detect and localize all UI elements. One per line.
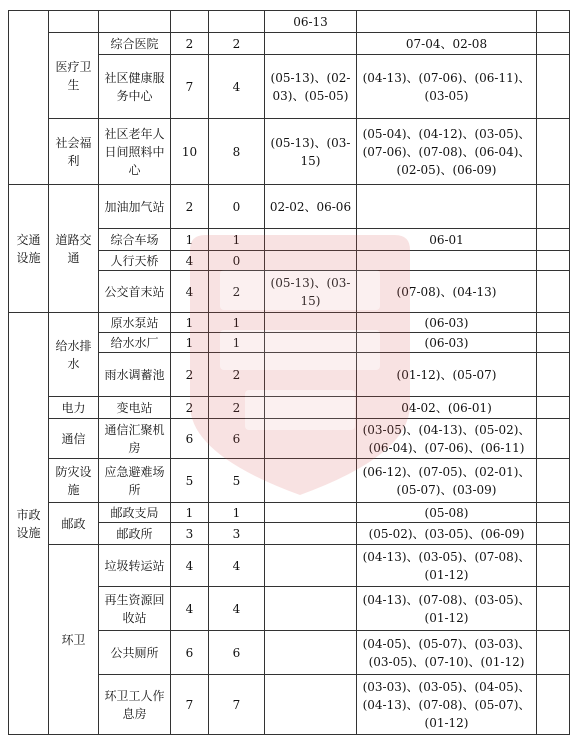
cell-plots-a xyxy=(265,251,357,271)
cell-plots-a xyxy=(265,313,357,333)
cell-plots-a: 06-13 xyxy=(265,11,357,33)
cell-plots-a xyxy=(265,397,357,419)
cell-plots-b xyxy=(357,11,537,33)
cell-count-b: 7 xyxy=(209,675,265,735)
cell-category xyxy=(9,11,49,185)
cell-facility: 应急避难场所 xyxy=(99,459,171,503)
cell-count-a xyxy=(171,11,209,33)
cell-plots-a xyxy=(265,545,357,587)
cell-plots-a xyxy=(265,419,357,459)
table-row xyxy=(9,119,570,185)
cell-plots-a xyxy=(265,675,357,735)
cell-plots-b: (05-08) xyxy=(357,503,537,523)
cell-plots-b xyxy=(357,251,537,271)
cell-count-a: 3 xyxy=(171,523,209,545)
cell-plots-b: (03-05)、(04-13)、(05-02)、(06-04)、(07-06)、(06-11) xyxy=(357,419,537,459)
cell-plots-a xyxy=(265,353,357,397)
cell-facility: 综合医院 xyxy=(99,33,171,55)
cell-facility: 人行天桥 xyxy=(99,251,171,271)
cell-facility: 变电站 xyxy=(99,397,171,419)
cell-subcategory: 通信 xyxy=(49,419,99,459)
cell-plots-b: 06-01 xyxy=(357,229,537,251)
cell-count-a: 4 xyxy=(171,587,209,631)
cell-plots-b: (05-04)、(04-12)、(03-05)、(07-06)、(07-08)、(06-04)、(02-05)、(06-09) xyxy=(357,119,537,185)
table-row xyxy=(9,503,570,523)
cell-note xyxy=(537,185,570,229)
cell-count-a: 6 xyxy=(171,631,209,675)
cell-subcategory: 环卫 xyxy=(49,545,99,735)
cell-plots-b: (06-12)、(07-05)、(02-01)、(05-07)、(03-09) xyxy=(357,459,537,503)
cell-plots-a xyxy=(265,229,357,251)
cell-count-a: 2 xyxy=(171,185,209,229)
table-row xyxy=(9,459,570,503)
cell-note xyxy=(537,11,570,33)
cell-plots-b: (07-08)、(04-13) xyxy=(357,271,537,313)
cell-plots-a xyxy=(265,587,357,631)
cell-subcategory: 医疗卫生 xyxy=(49,33,99,119)
cell-note xyxy=(537,459,570,503)
table-row xyxy=(9,33,570,55)
cell-plots-b: (04-13)、(07-06)、(06-11)、(03-05) xyxy=(357,55,537,119)
cell-subcategory: 邮政 xyxy=(49,503,99,545)
cell-facility: 公交首末站 xyxy=(99,271,171,313)
cell-plots-a xyxy=(265,333,357,353)
cell-count-a: 4 xyxy=(171,251,209,271)
cell-facility: 邮政所 xyxy=(99,523,171,545)
cell-plots-b xyxy=(357,185,537,229)
cell-note xyxy=(537,271,570,313)
cell-plots-b: (06-03) xyxy=(357,333,537,353)
cell-count-a: 10 xyxy=(171,119,209,185)
table-row xyxy=(9,419,570,459)
cell-plots-b: (04-13)、(03-05)、(07-08)、(01-12) xyxy=(357,545,537,587)
cell-plots-a xyxy=(265,33,357,55)
cell-note xyxy=(537,119,570,185)
cell-plots-a: (05-13)、(03-15) xyxy=(265,271,357,313)
cell-subcategory: 道路交通 xyxy=(49,185,99,313)
cell-count-b: 2 xyxy=(209,271,265,313)
table-row xyxy=(9,313,570,333)
cell-note xyxy=(537,353,570,397)
cell-count-b: 2 xyxy=(209,33,265,55)
cell-note xyxy=(537,523,570,545)
facilities-table xyxy=(8,10,570,735)
cell-plots-b: 04-02、(06-01) xyxy=(357,397,537,419)
cell-note xyxy=(537,251,570,271)
cell-note xyxy=(537,631,570,675)
table-row xyxy=(9,11,570,33)
table-row xyxy=(9,185,570,229)
cell-note xyxy=(537,55,570,119)
cell-facility: 给水水厂 xyxy=(99,333,171,353)
cell-plots-a: (05-13)、(03-15) xyxy=(265,119,357,185)
cell-note xyxy=(537,397,570,419)
cell-facility: 公共厕所 xyxy=(99,631,171,675)
cell-note xyxy=(537,333,570,353)
cell-plots-b: (06-03) xyxy=(357,313,537,333)
cell-subcategory: 社会福利 xyxy=(49,119,99,185)
cell-subcategory: 防灾设施 xyxy=(49,459,99,503)
cell-count-a: 4 xyxy=(171,271,209,313)
cell-count-a: 2 xyxy=(171,33,209,55)
cell-count-b: 0 xyxy=(209,251,265,271)
cell-plots-b: (03-03)、(03-05)、(04-05)、(04-13)、(07-08)、(05-07)、(01-12) xyxy=(357,675,537,735)
cell-facility: 原水泵站 xyxy=(99,313,171,333)
cell-plots-a xyxy=(265,523,357,545)
cell-count-b xyxy=(209,11,265,33)
cell-count-a: 2 xyxy=(171,353,209,397)
cell-plots-a xyxy=(265,459,357,503)
cell-plots-b: (04-05)、(05-07)、(03-03)、(03-05)、(07-10)、(01-12) xyxy=(357,631,537,675)
cell-count-a: 6 xyxy=(171,419,209,459)
cell-count-a: 5 xyxy=(171,459,209,503)
cell-count-b: 6 xyxy=(209,419,265,459)
cell-count-a: 4 xyxy=(171,545,209,587)
cell-count-a: 1 xyxy=(171,333,209,353)
cell-count-b: 4 xyxy=(209,545,265,587)
cell-category: 交通设施 xyxy=(9,185,49,313)
cell-plots-a: 02-02、06-06 xyxy=(265,185,357,229)
cell-facility: 雨水调蓄池 xyxy=(99,353,171,397)
cell-plots-b: 07-04、02-08 xyxy=(357,33,537,55)
cell-count-b: 1 xyxy=(209,229,265,251)
cell-facility: 邮政支局 xyxy=(99,503,171,523)
table-row xyxy=(9,397,570,419)
cell-facility: 加油加气站 xyxy=(99,185,171,229)
cell-count-a: 7 xyxy=(171,55,209,119)
cell-facility: 社区健康服务中心 xyxy=(99,55,171,119)
cell-note xyxy=(537,313,570,333)
cell-count-b: 1 xyxy=(209,313,265,333)
cell-count-a: 7 xyxy=(171,675,209,735)
cell-count-b: 8 xyxy=(209,119,265,185)
cell-facility: 社区老年人日间照料中心 xyxy=(99,119,171,185)
cell-note xyxy=(537,503,570,523)
cell-count-b: 1 xyxy=(209,503,265,523)
cell-count-b: 2 xyxy=(209,397,265,419)
cell-plots-a xyxy=(265,631,357,675)
cell-subcategory: 给水排水 xyxy=(49,313,99,397)
cell-count-b: 1 xyxy=(209,333,265,353)
table-row xyxy=(9,545,570,587)
cell-facility: 环卫工人作息房 xyxy=(99,675,171,735)
cell-note xyxy=(537,229,570,251)
cell-facility xyxy=(99,11,171,33)
cell-count-b: 4 xyxy=(209,587,265,631)
document-table-container xyxy=(8,10,570,735)
cell-note xyxy=(537,419,570,459)
cell-count-a: 2 xyxy=(171,397,209,419)
cell-note xyxy=(537,675,570,735)
cell-subcategory xyxy=(49,11,99,33)
cell-count-b: 5 xyxy=(209,459,265,503)
cell-facility: 再生资源回收站 xyxy=(99,587,171,631)
cell-facility: 通信汇聚机房 xyxy=(99,419,171,459)
cell-count-a: 1 xyxy=(171,313,209,333)
cell-plots-b: (05-02)、(03-05)、(06-09) xyxy=(357,523,537,545)
cell-count-a: 1 xyxy=(171,229,209,251)
cell-facility: 综合车场 xyxy=(99,229,171,251)
cell-plots-b: (01-12)、(05-07) xyxy=(357,353,537,397)
cell-count-b: 3 xyxy=(209,523,265,545)
cell-subcategory: 电力 xyxy=(49,397,99,419)
cell-note xyxy=(537,587,570,631)
cell-count-b: 6 xyxy=(209,631,265,675)
cell-plots-b: (04-13)、(07-08)、(03-05)、(01-12) xyxy=(357,587,537,631)
cell-facility: 垃圾转运站 xyxy=(99,545,171,587)
cell-count-b: 2 xyxy=(209,353,265,397)
cell-count-b: 4 xyxy=(209,55,265,119)
cell-note xyxy=(537,545,570,587)
cell-count-b: 0 xyxy=(209,185,265,229)
cell-plots-a xyxy=(265,503,357,523)
cell-category: 市政设施 xyxy=(9,313,49,735)
cell-note xyxy=(537,33,570,55)
cell-plots-a: (05-13)、(02-03)、(05-05) xyxy=(265,55,357,119)
cell-count-a: 1 xyxy=(171,503,209,523)
